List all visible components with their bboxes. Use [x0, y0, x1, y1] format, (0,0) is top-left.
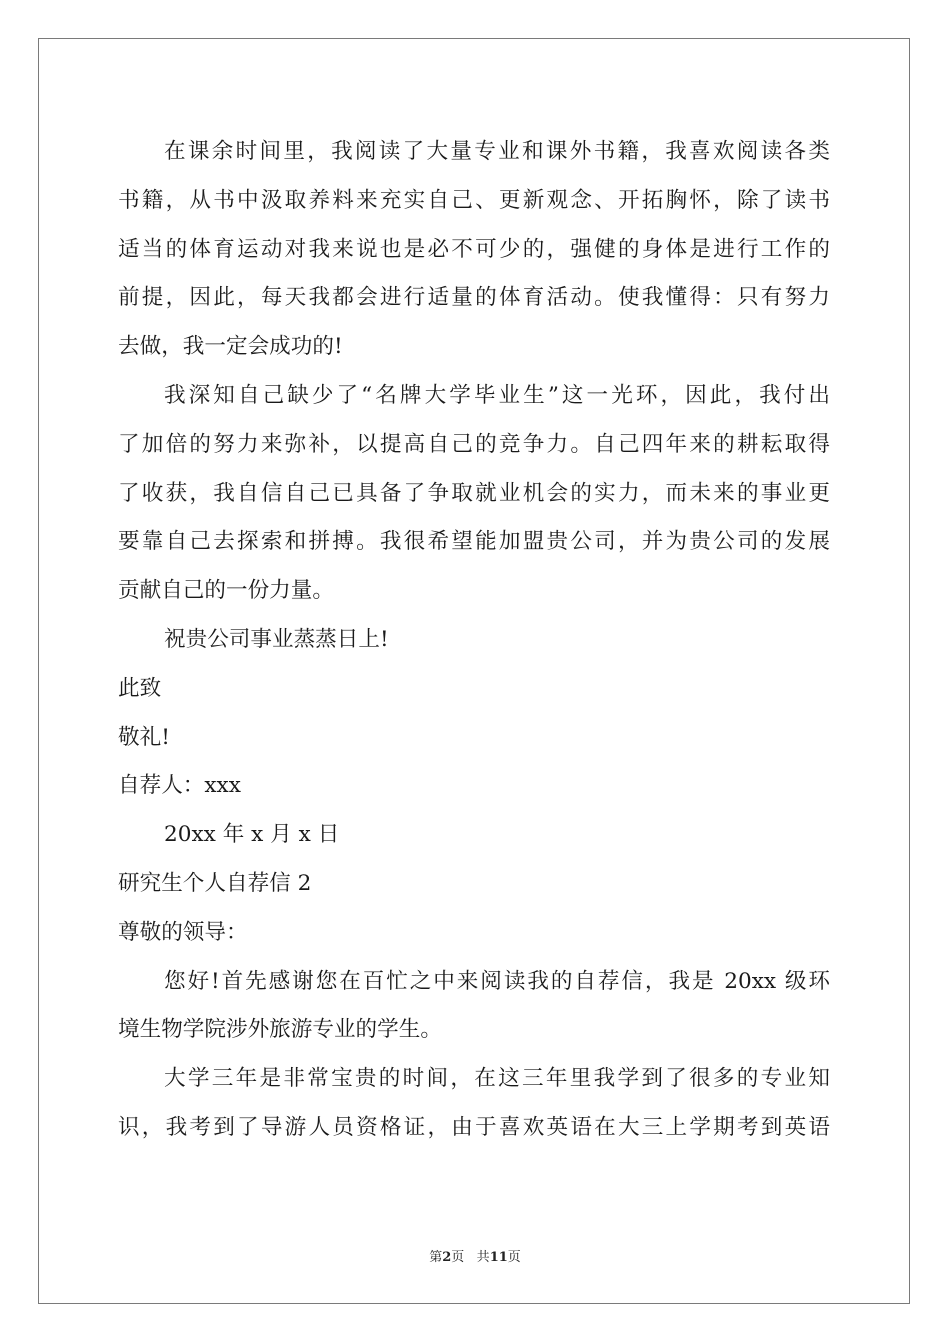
total-prefix: 共 [476, 1250, 490, 1265]
page-footer [0, 1246, 950, 1265]
paragraph-line: 识，我考到了导游人员资格证，由于喜欢英语在大三上学期考到英语 [118, 1114, 830, 1140]
paragraph-line: 您好!首先感谢您在百忙之中来阅读我的自荐信，我是 20xx 级环 [164, 968, 830, 994]
paragraph-line: 要靠自己去探索和拼搏。我很希望能加盟贵公司，并为贵公司的发展 [118, 529, 830, 555]
page-number: 2 [442, 1250, 452, 1265]
page-suffix: 页 [451, 1250, 465, 1265]
paragraph-line: 前提，因此，每天我都会进行适量的体育活动。使我懂得：只有努力 [118, 285, 830, 311]
paragraph-line: 境生物学院涉外旅游专业的学生。 [118, 1017, 442, 1043]
date-line: 20xx 年 x 月 x 日 [164, 822, 340, 848]
paragraph-line: 去做，我一定会成功的! [118, 334, 343, 360]
document-body [118, 128, 830, 1153]
section-title: 研究生个人自荐信 2 [118, 870, 312, 896]
paragraph-line: 了收获，我自信自己已具备了争取就业机会的实力，而未来的事业更 [118, 480, 830, 506]
total-pages: 11 [489, 1250, 508, 1265]
paragraph-line: 我深知自己缺少了“名牌大学毕业生”这一光环，因此，我付出 [164, 382, 830, 408]
salutation-closing: 此致 [118, 675, 162, 701]
signature-line: 自荐人：xxx [118, 773, 241, 799]
salutation-regards: 敬礼! [118, 724, 170, 750]
paragraph-line: 贡献自己的一份力量。 [118, 578, 334, 604]
paragraph-line: 大学三年是非常宝贵的时间，在这三年里我学到了很多的专业知 [164, 1066, 830, 1092]
paragraph-line: 适当的体育运动对我来说也是必不可少的，强健的身体是进行工作的 [118, 236, 830, 262]
paragraph-line: 在课余时间里，我阅读了大量专业和课外书籍，我喜欢阅读各类 [164, 139, 830, 164]
total-suffix: 页 [507, 1250, 521, 1265]
closing-wish: 祝贵公司事业蒸蒸日上! [164, 626, 389, 652]
paragraph-line: 了加倍的努力来弥补，以提高自己的竞争力。自己四年来的耕耘取得 [118, 431, 830, 457]
greeting: 尊敬的领导： [118, 919, 248, 945]
paragraph-line: 书籍，从书中汲取养料来充实自己、更新观念、开拓胸怀，除了读书 [118, 187, 830, 213]
page-prefix: 第 [429, 1250, 443, 1265]
